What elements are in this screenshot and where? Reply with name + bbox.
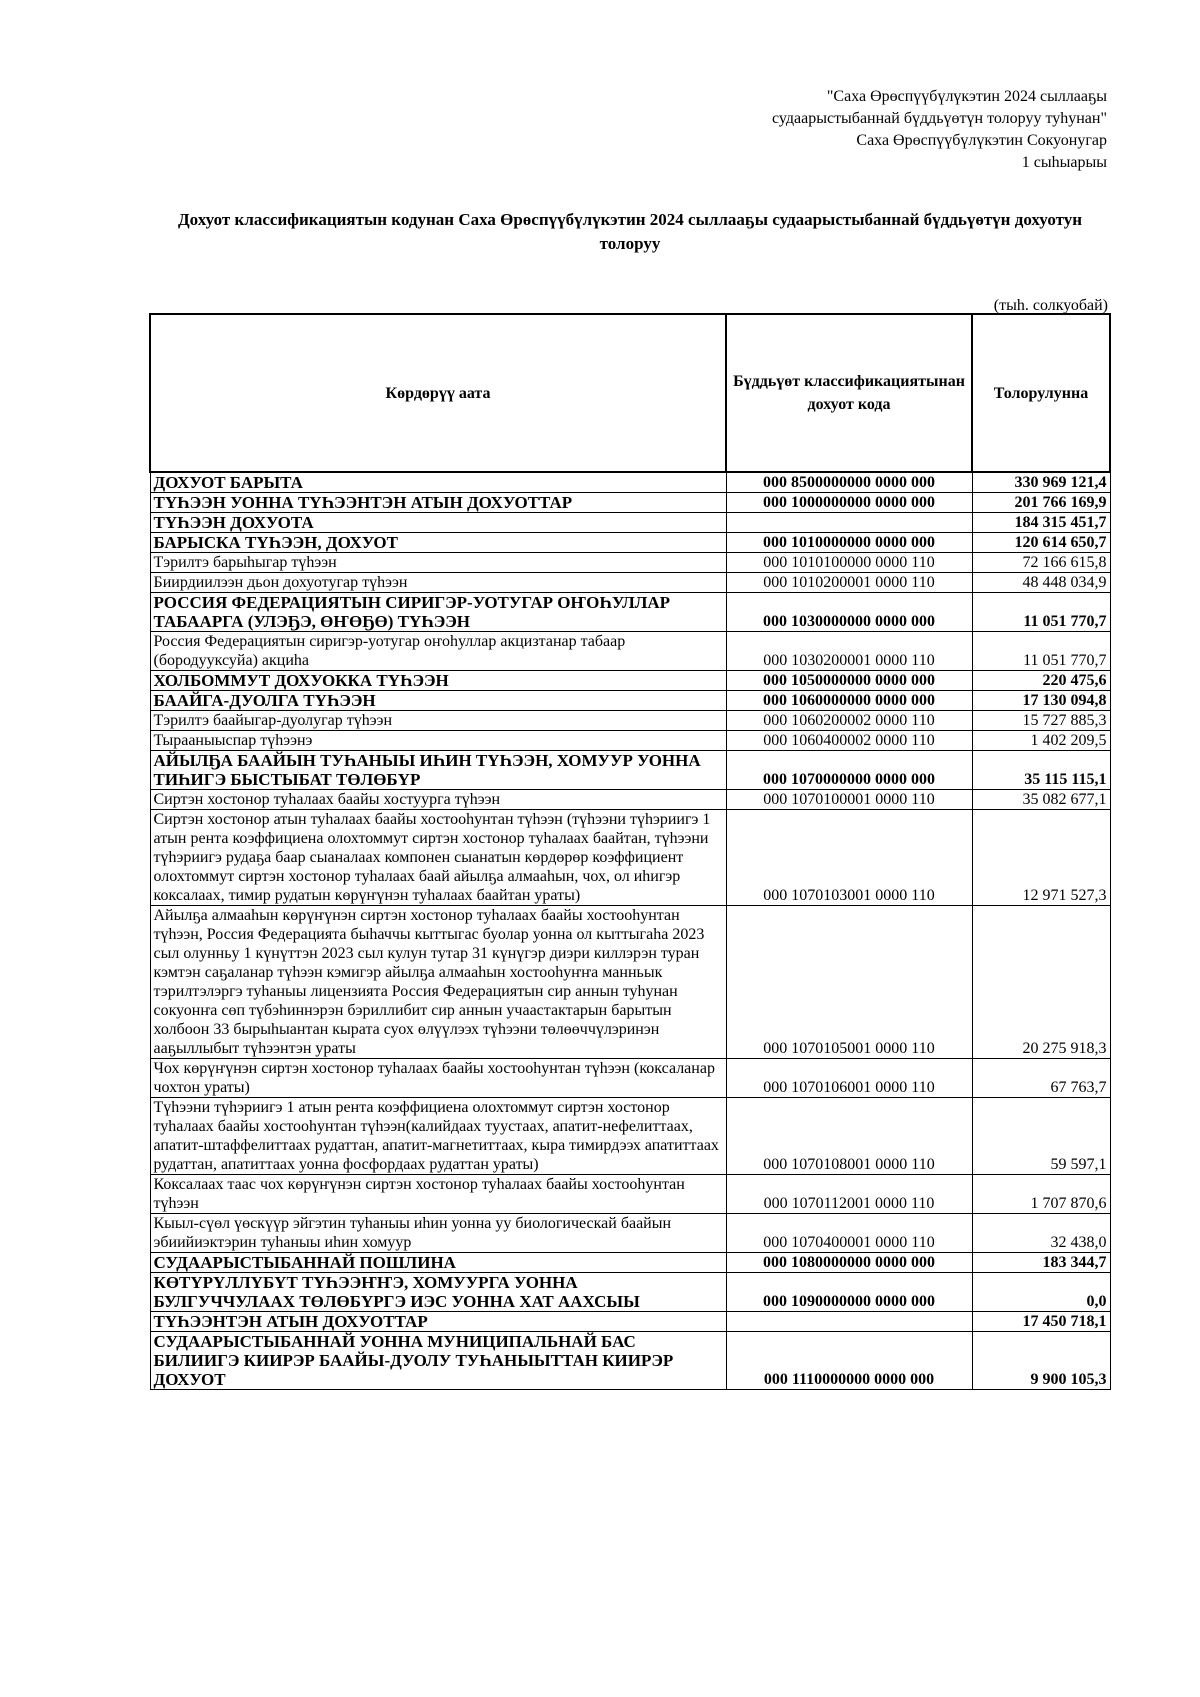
row-name: КӨТҮРҮЛЛҮБҮТ ТҮҺЭЭҤҤЭ, ХОМУУРГА УОННА БУЛГУЧЧУЛААХ ТӨЛӨБҮРГЭ ИЭС УОННА ХАТ ААХСЫЫ [150, 1273, 726, 1312]
approval-note-line: судаарыстыбаннай бүддьүөтүн толоруу туһунан" [771, 110, 1107, 127]
row-code: 000 1070100001 0000 110 [726, 790, 972, 810]
row-code: 000 1070000000 0000 000 [726, 751, 972, 790]
row-amount: 32 438,0 [972, 1214, 1110, 1253]
table-row [150, 1312, 1110, 1332]
row-name: РОССИЯ ФЕДЕРАЦИЯТЫН СИРИГЭР-УОТУГАР ОҤОҺУЛЛАР ТАБААРГА (УЛЭҔЭ, ӨҤӨҔӨ) ТҮҺЭЭН [150, 593, 726, 632]
row-code: 000 1070105001 0000 110 [726, 906, 972, 1059]
row-name: Тэрилтэ баайыгар-дуолугар түһээн [150, 711, 726, 731]
table-row [150, 906, 1110, 1059]
table-row [150, 711, 1110, 731]
approval-note-line: Саха Өрөспүүбүлүкэтин Сокуонугар [856, 132, 1107, 149]
row-amount: 35 115 115,1 [972, 751, 1110, 790]
row-name: Биирдиилээн дьон дохуотугар түһээн [150, 573, 726, 593]
row-amount: 35 082 677,1 [972, 790, 1110, 810]
row-name: Россия Федерациятын сиригэр-уотугар оҥоһуллар акцизтанар табаар (бородууксуйа) акциһа [150, 632, 726, 671]
row-code: 000 1060200002 0000 110 [726, 711, 972, 731]
document-title-line: толоруу [599, 234, 661, 253]
row-amount: 201 766 169,9 [972, 493, 1110, 513]
row-amount: 17 450 718,1 [972, 1312, 1110, 1332]
row-name: Сиртэн хостонор туһалаах баайы хостуурга түһээн [150, 790, 726, 810]
row-code: 000 1010000000 0000 000 [726, 533, 972, 553]
row-code: 000 8500000000 0000 000 [726, 472, 972, 493]
row-amount: 72 166 615,8 [972, 553, 1110, 573]
row-name: Түһээни түһэриигэ 1 атын рента коэффициена олохтоммут сиртэн хостонор туһалаах баайы хостооһунтан түһээн(калийдаах туустаах, апатит-нефелиттаах, апатит-штаффелиттаах рудаттан, апатит-магнетиттаах, кыра тимирдээх апатиттаах рудаттан, апатиттаах уонна фосфордаах рудаттан ураты) [150, 1098, 726, 1175]
table-row [150, 593, 1110, 632]
row-code: 000 1110000000 0000 000 [726, 1332, 972, 1390]
row-name: ТҮҺЭЭНТЭН АТЫН ДОХУОТТАР [150, 1312, 726, 1332]
approval-note-line: 1 сыһыарыы [1021, 154, 1107, 171]
row-name: ХОЛБОММУТ ДОХУОККА ТҮҺЭЭН [150, 671, 726, 691]
table-row [150, 573, 1110, 593]
row-name: БААЙГА-ДУОЛГА ТҮҺЭЭН [150, 691, 726, 711]
table-row [150, 810, 1110, 906]
row-code: 000 1000000000 0000 000 [726, 493, 972, 513]
row-amount: 330 969 121,4 [972, 472, 1110, 493]
row-code: 000 1080000000 0000 000 [726, 1253, 972, 1273]
table-header-row [150, 314, 1110, 472]
row-code: 000 1050000000 0000 000 [726, 671, 972, 691]
row-name: СУДААРЫСТЫБАННАЙ ПОШЛИНА [150, 1253, 726, 1273]
row-amount: 9 900 105,3 [972, 1332, 1110, 1390]
row-name: СУДААРЫСТЫБАННАЙ УОННА МУНИЦИПАЛЬНАЙ БАС БИЛИИГЭ КИИРЭР БААЙЫ-ДУОЛУ ТУҺАНЫЫТТАН КИИРЭР ДОХУОТ [150, 1332, 726, 1390]
table-row [150, 553, 1110, 573]
table-row [150, 472, 1110, 493]
table-row [150, 1214, 1110, 1253]
row-name: Айылҕа алмааһын көрүҥүнэн сиртэн хостонор туһалаах баайы хостооһунтан түһээн, Россия Федерацията быһаччы кыттыгас буолар уонна ол кыттыгаһа 2023 сыл олунньу 1 күнүттэн 2023 сыл кулун тутар 31 күнүгэр диэри киллэрэн туран кэмтэн саҕаланар түһээн кэмигэр айылҕа алмааһын хостооһуҥҥа манньык тэрилтэлэргэ туһаныы лицензията Россия Федерациятын сир аннын туһунан сокуонҥа сөп түбэһиннэрэн бэриллибит сир аннын учаастактарын барытын холбоон 33 бырыһыантан кырата суох өлүүлээх түһээни төлөөччүлэринэн ааҕыллыбыт түһээнтэн ураты [150, 906, 726, 1059]
units-note: (тыһ. солкуобай) [993, 297, 1108, 314]
row-code: 000 1090000000 0000 000 [726, 1273, 972, 1312]
table-row [150, 1332, 1110, 1390]
row-code: 000 1070106001 0000 110 [726, 1059, 972, 1098]
row-name: АЙЫЛҔА БААЙЫН ТУҺАНЫЫ ИҺИН ТҮҺЭЭН, ХОМУУР УОННА ТИҺИГЭ БЫСТЫБАТ ТӨЛӨБҮР [150, 751, 726, 790]
table-row [150, 1273, 1110, 1312]
row-amount: 48 448 034,9 [972, 573, 1110, 593]
row-code: 000 1070400001 0000 110 [726, 1214, 972, 1253]
table-row [150, 493, 1110, 513]
table-row [150, 751, 1110, 790]
row-amount: 17 130 094,8 [972, 691, 1110, 711]
row-name: Тырааныыспар түһээнэ [150, 731, 726, 751]
row-name: Чох көрүҥүнэн сиртэн хостонор туһалаах баайы хостооһунтан түһээн (коксаланар чохтон ураты) [150, 1059, 726, 1098]
row-amount: 1 402 209,5 [972, 731, 1110, 751]
row-name: Кыыл-сүөл үөскүүр эйгэтин туһаныы иһин уонна уу биологическай баайын эбиийиэктэрин туһаныы иһин хомуур [150, 1214, 726, 1253]
document-title [150, 208, 1110, 256]
row-amount: 11 051 770,7 [972, 593, 1110, 632]
row-name: Тэрилтэ барыһыгар түһээн [150, 553, 726, 573]
row-amount: 1 707 870,6 [972, 1175, 1110, 1214]
document-title-line: Дохуот классификациятын кодунан Саха Өрөспүүбүлүкэтин 2024 сыллааҕы судаарыстыбаннай бүддьүөтүн дохуотун [177, 210, 1083, 229]
row-amount: 184 315 451,7 [972, 513, 1110, 533]
row-code: 000 1030200001 0000 110 [726, 632, 972, 671]
row-code: 000 1070103001 0000 110 [726, 810, 972, 906]
column-header-code: Бүддьүөт классификациятынан дохуот кода [726, 314, 972, 472]
row-amount: 11 051 770,7 [972, 632, 1110, 671]
row-code [726, 1312, 972, 1332]
table-row [150, 533, 1110, 553]
row-amount: 67 763,7 [972, 1059, 1110, 1098]
column-header-amount: Толорулунна [972, 314, 1110, 472]
row-amount: 183 344,7 [972, 1253, 1110, 1273]
row-name: Сиртэн хостонор атын туһалаах баайы хостооһунтан түһээн (түһээни түһэриигэ 1 атын рента коэффициена олохтоммут сиртэн хостонор туһалаах баайтан, түһээни түһэриигэ рудаҕа баар сыаналаах компонен сыанатын көрдөрөр коэффициент олохтоммут сиртэн хостонор туһалаах баай айылҕа алмааһын, чох, ол иһигэр коксалаах, тимир рудатын көрүҥүнэн туһалаах баайтан ураты) [150, 810, 726, 906]
row-amount: 120 614 650,7 [972, 533, 1110, 553]
row-amount: 0,0 [972, 1273, 1110, 1312]
table-row [150, 1175, 1110, 1214]
row-amount: 59 597,1 [972, 1098, 1110, 1175]
row-name: БАРЫСКА ТҮҺЭЭН, ДОХУОТ [150, 533, 726, 553]
row-amount: 20 275 918,3 [972, 906, 1110, 1059]
table-row [150, 790, 1110, 810]
row-amount: 12 971 527,3 [972, 810, 1110, 906]
row-name: ДОХУОТ БАРЫТА [150, 472, 726, 493]
row-code: 000 1010200001 0000 110 [726, 573, 972, 593]
column-header-name: Көрдөрүү аата [150, 314, 726, 472]
table-row [150, 513, 1110, 533]
row-code: 000 1010100000 0000 110 [726, 553, 972, 573]
table-row [150, 632, 1110, 671]
row-amount: 15 727 885,3 [972, 711, 1110, 731]
row-code: 000 1070108001 0000 110 [726, 1098, 972, 1175]
row-code: 000 1060000000 0000 000 [726, 691, 972, 711]
table-row [150, 731, 1110, 751]
row-code [726, 513, 972, 533]
revenue-table [149, 313, 1111, 1390]
approval-note [587, 86, 1107, 174]
row-code: 000 1060400002 0000 110 [726, 731, 972, 751]
row-code: 000 1030000000 0000 000 [726, 593, 972, 632]
row-code: 000 1070112001 0000 110 [726, 1175, 972, 1214]
table-row [150, 671, 1110, 691]
row-name: ТҮҺЭЭН ДОХУОТА [150, 513, 726, 533]
table-row [150, 1253, 1110, 1273]
table-row [150, 691, 1110, 711]
row-name: Коксалаах таас чох көрүҥүнэн сиртэн хостонор туһалаах баайы хостооһунтан түһээн [150, 1175, 726, 1214]
row-name: ТҮҺЭЭН УОННА ТҮҺЭЭНТЭН АТЫН ДОХУОТТАР [150, 493, 726, 513]
row-amount: 220 475,6 [972, 671, 1110, 691]
table-row [150, 1059, 1110, 1098]
table-row [150, 1098, 1110, 1175]
approval-note-line: "Саха Өрөспүүбүлүкэтин 2024 сыллааҕы [826, 88, 1107, 105]
